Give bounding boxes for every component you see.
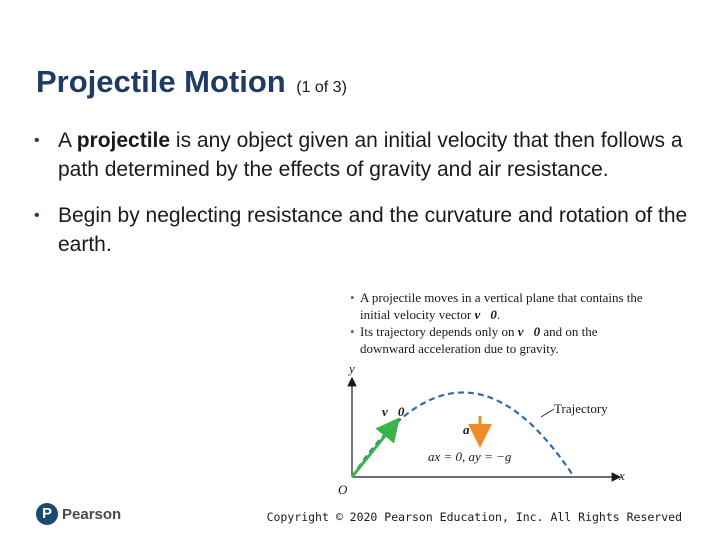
note-vector: v⃗0 <box>474 307 497 322</box>
figure-note <box>350 323 650 357</box>
y-axis-label: y <box>349 361 355 376</box>
bullet-text: Begin by neglecting resistance and the curvature and rotation of the earth. <box>58 204 688 256</box>
note-vector: v⃗0 <box>517 324 541 339</box>
acceleration-equation: ax = 0, ay = −g <box>428 449 512 464</box>
bullet-text: is any object given an initial velocity that then follows a path determined by the effects of gravity and air resistance. <box>58 129 683 181</box>
note-text: Its trajectory depends only on <box>360 324 518 339</box>
bullet-icon: • <box>34 132 40 149</box>
copyright-notice: Copyright © 2020 Pearson Education, Inc. All Rights Reserved <box>266 510 682 524</box>
pearson-logo <box>36 502 121 526</box>
figure-note <box>350 289 650 323</box>
note-bullet-icon: • <box>350 290 355 305</box>
pearson-logo-icon: P <box>36 503 58 525</box>
note-bullet-icon: • <box>350 324 355 339</box>
figure-notes <box>350 289 650 357</box>
projectile-figure <box>330 286 650 498</box>
acceleration-label: a⃗ <box>463 422 480 437</box>
x-axis-label: x <box>619 468 625 483</box>
slide-title <box>36 64 347 100</box>
title-text: Projectile Motion <box>36 64 286 99</box>
note-suffix: . <box>496 307 501 322</box>
trajectory-leader <box>541 409 554 417</box>
bullet-item <box>34 126 694 184</box>
note-suffix: and on the downward acceleration due to gravity. <box>360 324 598 356</box>
trajectory-label: Trajectory <box>554 401 608 416</box>
velocity-label: v⃗0 <box>382 404 405 419</box>
title-part: (1 of 3) <box>296 79 347 96</box>
velocity-vector <box>352 422 396 477</box>
note-text: A projectile moves in a vertical plane that contains the initial velocity vector <box>360 290 643 322</box>
bullet-list <box>34 126 694 276</box>
bullet-icon: • <box>34 207 40 224</box>
bullet-keyword: projectile <box>76 129 171 152</box>
origin-label: O <box>338 482 348 497</box>
bullet-prefix: A <box>58 129 77 152</box>
brand-name: Pearson <box>62 505 122 523</box>
bullet-item <box>34 201 694 259</box>
